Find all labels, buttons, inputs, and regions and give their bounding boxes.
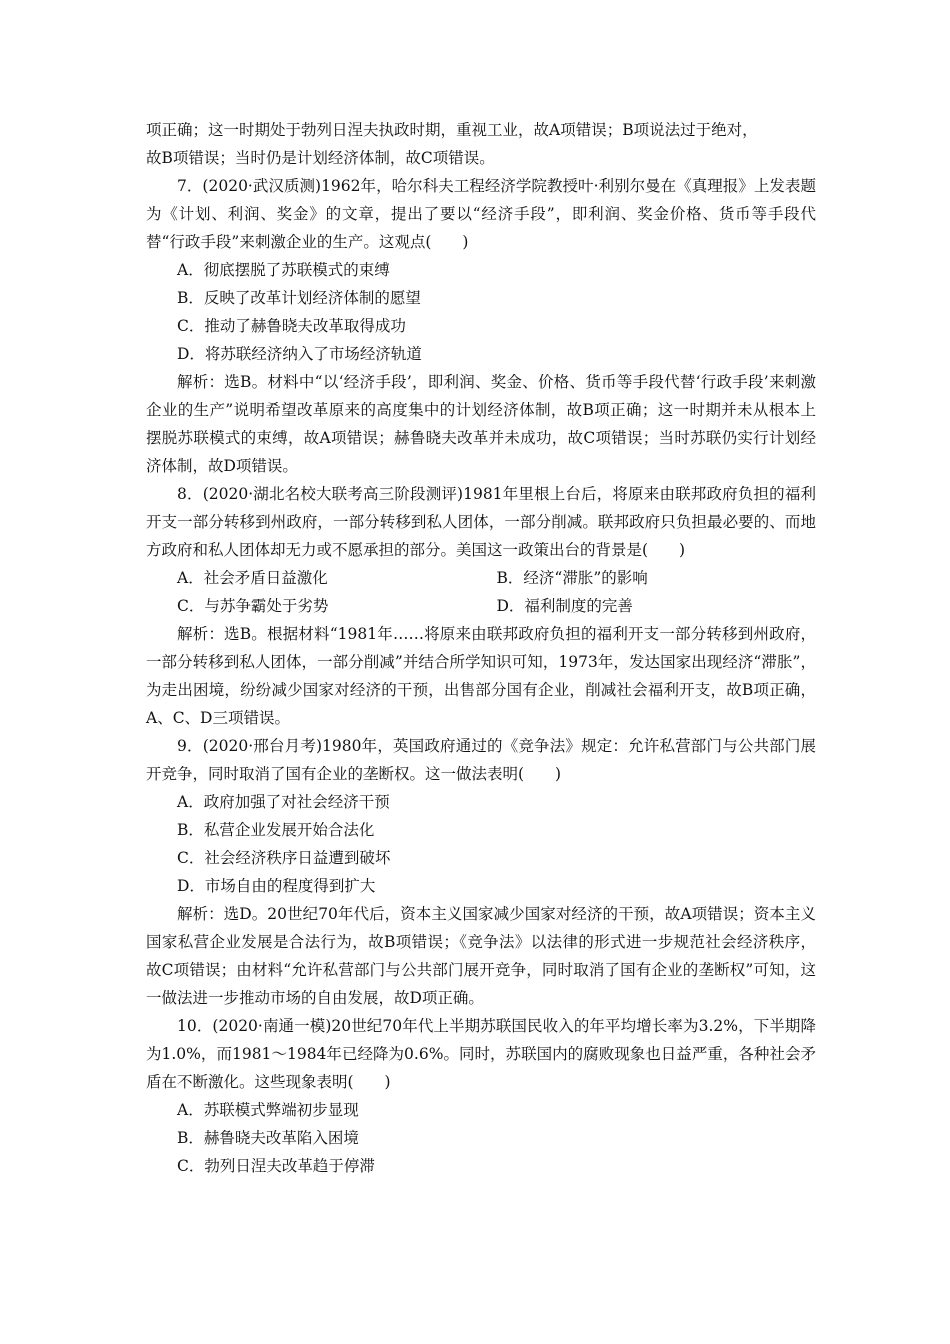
question-7-option-a: A．彻底摆脱了苏联模式的束缚 [177, 261, 390, 279]
question-10-stem: 10．(2020·南通一模)20世纪70年代上半期苏联国民收入的年平均增长率为3.2%，下半期降为1.0%，而1981～1984年已经降为0.6%。同时，苏联国内的腐败现象也日益严重，各种社会矛盾在不断激化。这些现象表明( ) [146, 1017, 816, 1091]
question-9-option-a: A．政府加强了对社会经济干预 [177, 793, 390, 811]
question-7-stem: 7．(2020·武汉质测)1962年，哈尔科夫工程经济学院教授叶·利别尔曼在《真理报》上发表题为《计划、利润、奖金》的文章，提出了要以“经济手段”，即利润、奖金价格、货币等手段代替“行政手段”来刺激企业的生产。这观点( ) [146, 177, 816, 251]
question-8-option-a: A．社会矛盾日益激化 [177, 569, 328, 587]
question-7-option-d: D．将苏联经济纳入了市场经济轨道 [177, 345, 422, 363]
previous-analysis-line-2: 故B项错误；当时仍是计划经济体制，故C项错误。 [146, 149, 495, 167]
question-7-analysis: 解析：选B。材料中“以‘经济手段’，即利润、奖金、价格、货币等手段代替‘行政手段’来刺激企业的生产”说明希望改革原来的高度集中的计划经济体制，故B项正确；这一时期并未从根本上摆脱苏联模式的束缚，故A项错误；赫鲁晓夫改革并未成功，故C项错误；当时苏联仍实行计划经济体制，故D项错误。 [146, 373, 816, 475]
question-9-option-b: B．私营企业发展开始合法化 [177, 821, 375, 839]
question-8-analysis: 解析：选B。根据材料“1981年……将原来由联邦政府负担的福利开支一部分转移到州政府，一部分转移到私人团体，一部分削减”并结合所学知识可知，1973年，发达国家出现经济“滞胀”，为走出困境，纷纷减少国家对经济的干预，出售部分国有企业，削减社会福利开支，故B项正确，A、C、D三项错误。 [146, 625, 816, 727]
question-9 [146, 732, 816, 1012]
question-7-option-c: C．推动了赫鲁晓夫改革取得成功 [177, 317, 406, 335]
question-8-option-c: C．与苏争霸处于劣势 [177, 597, 329, 615]
question-9-option-d: D．市场自由的程度得到扩大 [177, 877, 376, 895]
question-8-option-d: D．福利制度的完善 [496, 597, 633, 615]
question-10-option-c: C．勃列日涅夫改革趋于停滞 [177, 1157, 375, 1175]
document-page [146, 116, 816, 1180]
question-10 [146, 1012, 816, 1180]
question-8-options-row-2 [146, 592, 816, 620]
question-8-options-row-1 [146, 564, 816, 592]
question-9-analysis: 解析：选D。20世纪70年代后，资本主义国家减少国家对经济的干预，故A项错误；资本主义国家私营企业发展是合法行为，故B项错误；《竞争法》以法律的形式进一步规范社会经济秩序，故C项错误；由材料“允许私营部门与公共部门展开竞争，同时取消了国有企业的垄断权”可知，这一做法进一步推动市场的自由发展，故D项正确。 [146, 905, 816, 1007]
question-8-option-b: B．经济“滞胀”的影响 [496, 569, 648, 587]
question-9-stem: 9．(2020·邢台月考)1980年，英国政府通过的《竞争法》规定：允许私营部门与公共部门展开竞争，同时取消了国有企业的垄断权。这一做法表明( ) [146, 737, 816, 783]
question-7 [146, 172, 816, 480]
question-9-option-c: C．社会经济秩序日益遭到破坏 [177, 849, 391, 867]
question-10-option-b: B．赫鲁晓夫改革陷入困境 [177, 1129, 359, 1147]
question-8 [146, 480, 816, 732]
question-8-stem: 8．(2020·湖北名校大联考高三阶段测评)1981年里根上台后，将原来由联邦政府负担的福利开支一部分转移到州政府，一部分转移到私人团体，一部分削减。联邦政府只负担最必要的、而地方政府和私人团体却无力或不愿承担的部分。美国这一政策出台的背景是( ) [146, 485, 816, 559]
previous-analysis-line-1: 项正确；这一时期处于勃列日涅夫执政时期，重视工业，故A项错误；B项说法过于绝对， [146, 121, 758, 139]
question-7-option-b: B．反映了改革计划经济体制的愿望 [177, 289, 421, 307]
question-10-option-a: A．苏联模式弊端初步显现 [177, 1101, 359, 1119]
